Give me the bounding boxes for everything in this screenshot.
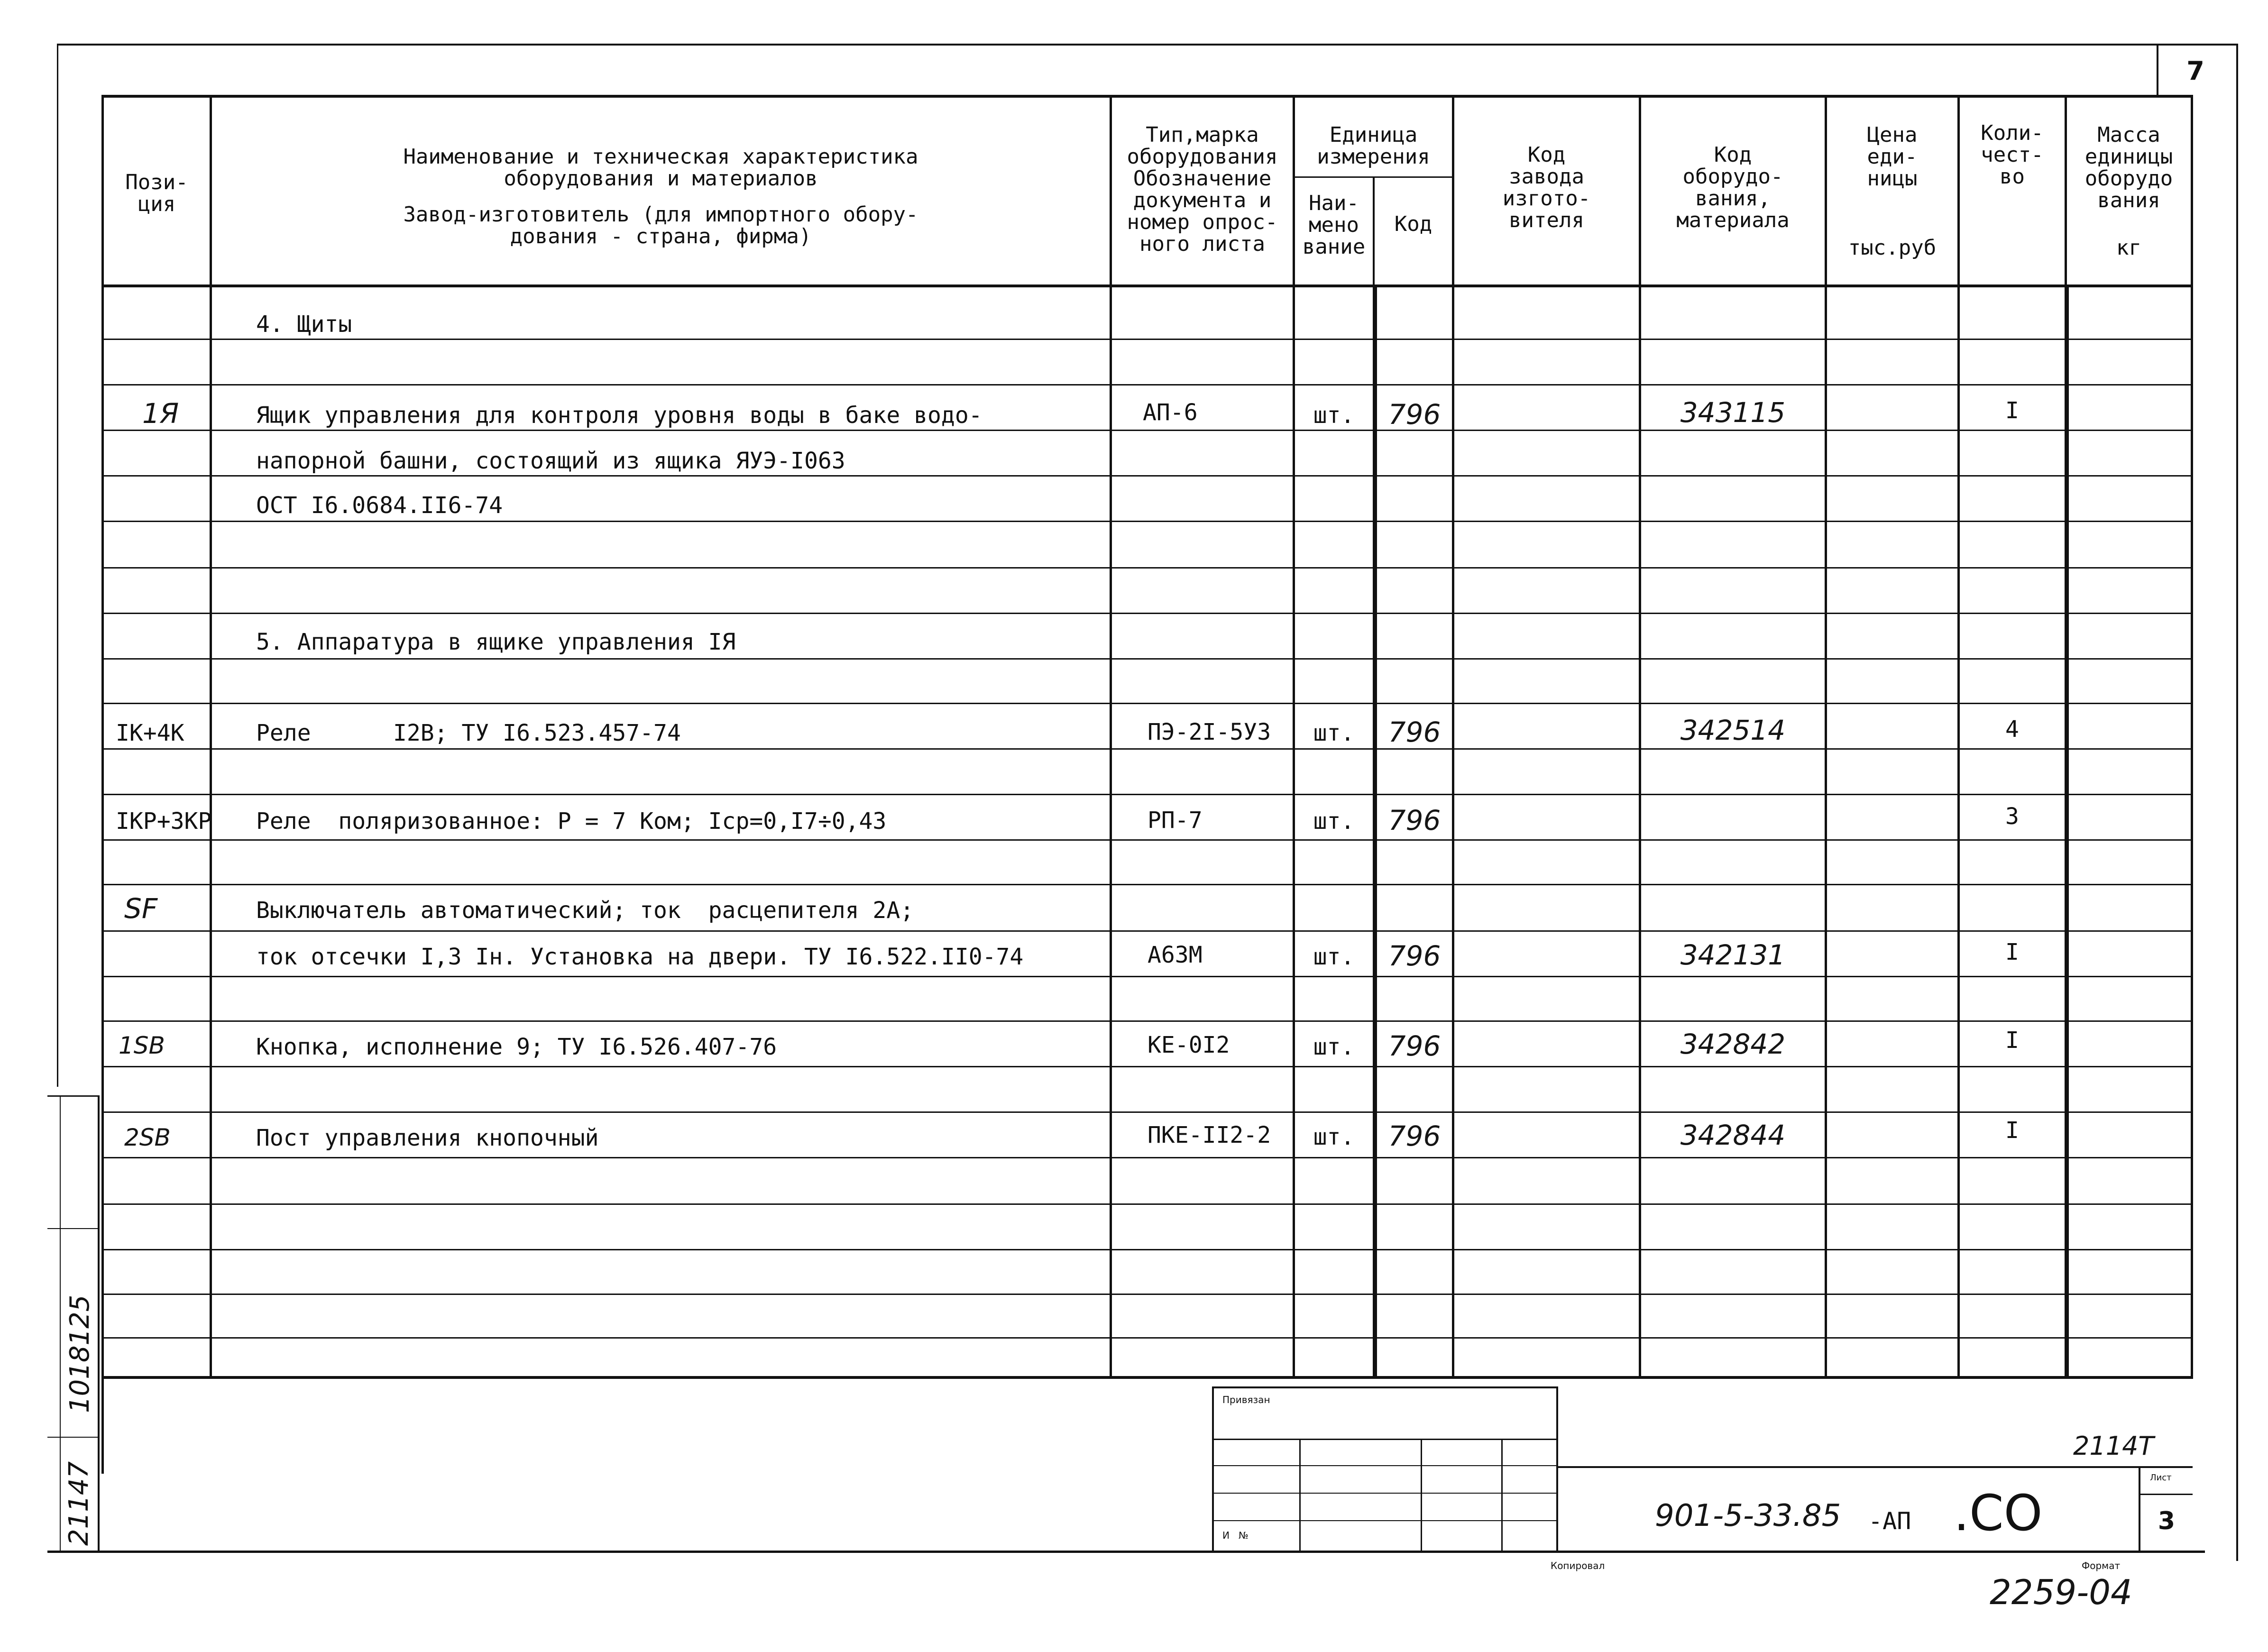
header-mass: Масса единицы оборудо вания: [2084, 123, 2173, 212]
row-unit-code: 796: [1388, 804, 1441, 836]
row-unit: шт.: [1313, 944, 1355, 970]
document-number: 901-5-33.85: [1655, 1498, 1841, 1533]
row-equipment-code: 342131: [1680, 939, 1786, 971]
frame-left-inner: [98, 1095, 100, 1551]
row-unit: шт.: [1313, 808, 1355, 835]
row-position: 1SB: [119, 1032, 165, 1059]
row-position: 1Я: [142, 397, 179, 430]
row-unit-code: 796: [1388, 1030, 1441, 1062]
stamp-inv: И №: [1222, 1530, 1249, 1541]
row-name: Реле поляризованное: Р = 7 Ком; Iср=0,I7÷0,43: [256, 808, 887, 835]
row-type: А63М: [1148, 942, 1203, 968]
header-name: Наименование и техническая характеристика оборудования и материалов: [403, 145, 918, 191]
row-equipment-code: 342842: [1680, 1028, 1786, 1060]
header-quantity: Коли- чест- во: [1981, 121, 2044, 189]
row-position: 2SB: [124, 1124, 171, 1151]
row-quantity: I: [2005, 1117, 2019, 1144]
header-factory-code: Код завода изгото- вителя: [1502, 143, 1591, 232]
stamp-privyazan: Привязан: [1222, 1394, 1270, 1405]
album-number: 2114Т: [2073, 1431, 2154, 1461]
margin-inventory-number-2: 1018125: [64, 1294, 95, 1413]
frame-bottom: [47, 1551, 2205, 1553]
row-type: ПКЕ-II2-2: [1148, 1122, 1271, 1148]
row-position: IK+4K: [116, 720, 184, 746]
format-label: Формат: [2082, 1560, 2121, 1571]
frame-right: [2236, 44, 2238, 1561]
row-type: РП-7: [1148, 807, 1203, 834]
frame-left-outer: [57, 44, 58, 1087]
copied-label: Копировал: [1551, 1560, 1605, 1571]
header-unit: Единица измерения: [1317, 123, 1430, 169]
header-price: Цена еди- ницы: [1867, 123, 1918, 191]
row-name: ток отсечки I,3 Iн. Установка на двери. ТУ I6.522.II0-74: [256, 944, 1024, 970]
row-quantity: 4: [2005, 716, 2019, 743]
row-position: IKP+3KP: [116, 808, 212, 835]
row-unit: шт.: [1313, 402, 1355, 429]
row-type: АП-6: [1143, 399, 1198, 426]
header-unit-name: Наи- мено вание: [1302, 191, 1366, 259]
row-unit: шт.: [1313, 720, 1355, 746]
row-equipment-code: 342514: [1680, 714, 1786, 746]
header-equipment-code: Код оборудо- вания, материала: [1676, 143, 1790, 232]
row-name: напорной башни, состоящий из ящика ЯУЭ-I063: [256, 448, 845, 474]
row-unit-code: 796: [1388, 716, 1441, 748]
row-quantity: I: [2005, 397, 2019, 424]
margin-inventory-number-1: 21147: [64, 1461, 94, 1546]
row-type: КЕ-0I2: [1148, 1032, 1230, 1058]
row-unit-code: 796: [1388, 398, 1441, 431]
row-unit-code: 796: [1388, 1120, 1441, 1152]
section-title: 5. Аппаратура в ящике управления IЯ: [256, 629, 736, 655]
header-position: Пози- ция: [125, 170, 188, 216]
row-unit: шт.: [1313, 1124, 1355, 1150]
row-unit: шт.: [1313, 1034, 1355, 1060]
row-unit-code: 796: [1388, 940, 1441, 972]
row-name: ОСТ I6.0684.II6-74: [256, 492, 503, 519]
row-name: Ящик управления для контроля уровня воды в баке водо-: [256, 402, 982, 429]
row-equipment-code: 343115: [1680, 396, 1786, 429]
row-position: SF: [124, 892, 158, 925]
row-name: Выключатель автоматический; ток расцепителя 2А;: [256, 897, 914, 924]
page-number-box-left: [2157, 46, 2158, 98]
document-co: .CO: [1954, 1484, 2043, 1542]
header-unit-code: Код: [1394, 212, 1432, 236]
header-mass-unit: кг: [2116, 236, 2141, 260]
sheet-number: 3: [2158, 1507, 2176, 1535]
section-title: 4. Щиты: [256, 311, 352, 338]
page-number: 7: [2186, 56, 2204, 86]
document-suffix: -АП: [1868, 1507, 1911, 1535]
header-price-unit: тыс.руб: [1848, 236, 1937, 260]
frame-top: [57, 44, 2238, 46]
row-name: Реле I2В; ТУ I6.523.457-74: [256, 720, 681, 746]
row-type: ПЭ-2I-5У3: [1148, 719, 1271, 745]
header-manufacturer: Завод-изготовитель (для импортного обору- дования - страна, фирма): [403, 202, 918, 248]
row-quantity: 3: [2005, 803, 2019, 830]
row-equipment-code: 342844: [1680, 1119, 1786, 1151]
row-quantity: I: [2005, 939, 2019, 965]
row-name: Кнопка, исполнение 9; ТУ I6.526.407-76: [256, 1034, 777, 1060]
sheet-label: Лист: [2150, 1473, 2172, 1483]
row-name: Пост управления кнопочный: [256, 1125, 599, 1151]
bottom-number: 2259-04: [1990, 1572, 2132, 1612]
header-type: Тип,марка оборудования Обозначение документа и номер опрос- ного листа: [1127, 123, 1278, 256]
row-quantity: I: [2005, 1027, 2019, 1054]
